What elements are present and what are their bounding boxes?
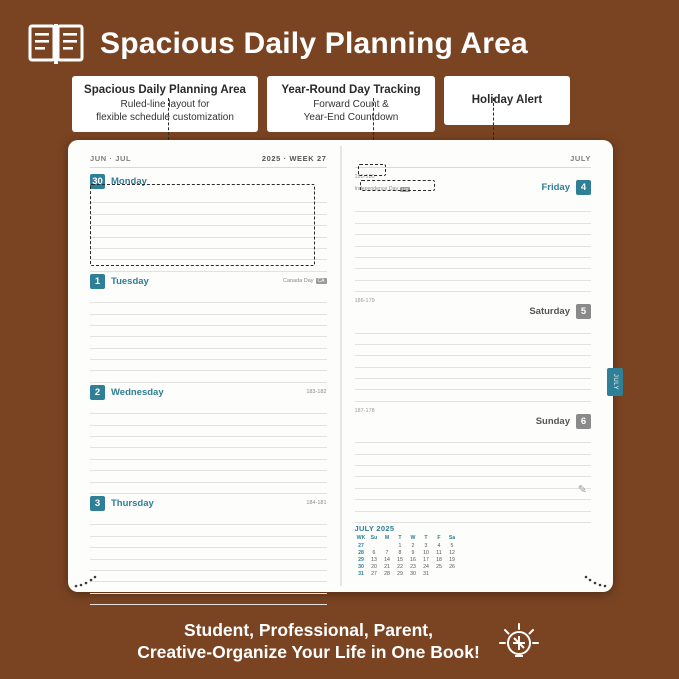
holiday-country-chip: US <box>402 186 409 192</box>
mini-calendar-weekday: Sa <box>448 535 456 542</box>
day-name: Wednesday <box>111 386 164 398</box>
day-count-range: 187-178 <box>354 407 375 414</box>
callout-year-round-tracking <box>267 76 435 132</box>
mini-calendar-weekday: T <box>398 535 402 542</box>
mini-calendar-week-row <box>355 556 459 563</box>
mini-calendar-day[interactable]: 18 <box>436 557 442 564</box>
mini-calendar-day[interactable] <box>381 542 394 549</box>
day-entry-monday[interactable] <box>90 174 327 272</box>
connector-line-3 <box>493 98 494 140</box>
callout-spacious-daily <box>72 76 258 132</box>
mini-calendar-day[interactable] <box>433 571 446 578</box>
mini-calendar-day[interactable]: 6 <box>372 549 376 556</box>
pen-icon: ✎ <box>577 484 587 496</box>
mini-calendar-day[interactable]: 8 <box>398 549 402 556</box>
day-count-range: 185-180 <box>354 174 375 180</box>
planner-right-page <box>341 140 619 592</box>
mini-calendar-day[interactable]: 23 <box>410 564 416 571</box>
callout-title: Year-Round Day Tracking <box>281 84 421 96</box>
mini-calendar-day[interactable]: 19 <box>449 557 455 564</box>
day-header <box>90 274 327 291</box>
day-header <box>90 385 327 402</box>
mini-calendar-day[interactable]: 15 <box>397 557 403 564</box>
day-header <box>355 304 592 321</box>
day-name: Monday <box>111 176 147 187</box>
mini-calendar-day[interactable]: 29 <box>397 571 403 578</box>
mini-calendar-day[interactable]: 11 <box>436 549 442 556</box>
planner-left-page <box>68 140 341 592</box>
connector-line-2 <box>373 98 374 140</box>
day-number: 5 <box>576 304 591 319</box>
right-page-header <box>355 154 592 168</box>
mini-calendar-weekday: Su <box>370 535 378 542</box>
header <box>0 0 679 66</box>
day-number: 30 <box>90 174 105 189</box>
day-count-range: 183-182 <box>306 388 327 395</box>
mini-calendar-day[interactable]: 21 <box>384 564 390 571</box>
day-header <box>90 174 327 191</box>
planner-spread <box>68 140 619 592</box>
month-edge-tab[interactable] <box>607 368 623 396</box>
mini-calendar-week-number: 30 <box>358 564 364 571</box>
mini-calendar-day[interactable]: 13 <box>371 557 377 564</box>
callout-row <box>0 66 679 132</box>
day-name: Friday <box>541 182 570 193</box>
month-label: JULY <box>570 154 591 163</box>
mini-calendar-day[interactable]: 28 <box>384 571 390 578</box>
week-label: 2025 · WEEK 27 <box>261 154 327 163</box>
mini-calendar-day[interactable]: 12 <box>449 549 455 556</box>
day-entry-friday[interactable] <box>355 174 592 292</box>
day-number: 6 <box>576 414 591 429</box>
ruled-lines[interactable] <box>90 403 327 494</box>
ruled-lines[interactable] <box>90 514 327 605</box>
mini-calendar[interactable] <box>355 524 475 578</box>
day-entry-thursday[interactable] <box>90 496 327 605</box>
day-header <box>355 414 592 431</box>
day-name: Saturday <box>529 306 570 318</box>
callout-title: Spacious Daily Planning Area <box>84 84 246 96</box>
month-edge-tab-label: JULY <box>612 373 619 391</box>
mini-calendar-body <box>355 542 459 578</box>
day-name: Thursday <box>111 497 154 509</box>
mini-calendar-week-number: 28 <box>358 549 364 556</box>
day-name: Tuesday <box>111 275 149 287</box>
holiday-country-chip: CA <box>317 277 325 284</box>
mini-calendar-week-row <box>355 564 459 571</box>
mini-calendar-day[interactable]: 1 <box>398 542 402 549</box>
day-entry-sunday[interactable] <box>355 408 592 523</box>
mini-calendar-week-number: 27 <box>358 542 364 549</box>
mini-calendar-header-row <box>355 535 459 542</box>
day-count-range: 186-179 <box>354 298 375 305</box>
mini-calendar-day[interactable]: 30 <box>410 571 416 578</box>
page-title: Spacious Daily Planning Area <box>100 27 528 60</box>
mini-calendar-day[interactable]: 25 <box>436 564 442 571</box>
mini-calendar-weekday: F <box>437 535 441 542</box>
mini-calendar-week-number: 29 <box>358 557 364 564</box>
callout-subtitle: Forward Count & Year-End Countdown <box>303 99 399 124</box>
left-page-header <box>90 154 327 168</box>
mini-calendar-day[interactable]: 24 <box>423 564 429 571</box>
day-header <box>90 496 327 513</box>
open-book-icon <box>28 22 84 66</box>
connector-line-1 <box>168 98 169 140</box>
day-entry-wednesday[interactable] <box>90 385 327 494</box>
ruled-lines[interactable] <box>90 292 327 383</box>
mini-calendar-day[interactable]: 7 <box>385 549 389 556</box>
mini-calendar-title: JULY 2025 <box>354 523 395 533</box>
day-count-range: 184-181 <box>306 499 327 506</box>
callout-subtitle: Ruled-line layout for flexible schedule customization <box>96 99 234 124</box>
mini-calendar-week-row <box>355 549 459 556</box>
day-name: Sunday <box>535 415 570 427</box>
ruled-lines[interactable] <box>90 192 327 272</box>
mini-calendar-table <box>355 535 459 578</box>
mini-calendar-day[interactable]: 3 <box>424 542 428 549</box>
callout-title: Holiday Alert <box>471 93 543 106</box>
mini-calendar-day[interactable]: 2 <box>411 542 415 549</box>
holiday-note: Canada Day CA <box>282 277 325 284</box>
day-entry-saturday[interactable] <box>355 298 592 402</box>
mini-calendar-week-row <box>355 571 459 578</box>
day-number: 2 <box>90 385 105 400</box>
footer-line-1: Student, Professional, Parent, <box>184 620 433 641</box>
mini-calendar-day[interactable]: 26 <box>449 564 455 571</box>
corner-dots-right <box>581 574 607 588</box>
corner-dots-left <box>74 574 100 588</box>
mini-calendar-day[interactable]: 17 <box>423 557 429 564</box>
mini-calendar-weekday: WK <box>356 535 366 542</box>
mini-calendar-day[interactable]: 14 <box>384 557 390 564</box>
day-entry-tuesday[interactable] <box>90 274 327 383</box>
day-number: 3 <box>90 496 105 511</box>
day-number: 1 <box>90 274 105 289</box>
footer-line-2: Creative-Organize Your Life in One Book! <box>137 642 480 662</box>
mini-calendar-day[interactable]: 22 <box>397 564 403 571</box>
ruled-lines[interactable] <box>355 201 592 292</box>
mini-calendar-day[interactable]: 10 <box>423 549 429 556</box>
planner-page <box>68 140 619 592</box>
mini-calendar-day[interactable] <box>446 571 459 578</box>
mini-calendar-day[interactable]: 4 <box>437 542 441 549</box>
mini-calendar-day[interactable] <box>368 542 381 549</box>
mini-calendar-week-number: 31 <box>358 571 364 578</box>
callout-holiday-alert <box>444 76 570 125</box>
mini-calendar-day[interactable]: 16 <box>410 557 416 564</box>
month-label: JUN · JUL <box>90 154 132 163</box>
mini-calendar-day[interactable]: 31 <box>423 571 429 578</box>
footer-text <box>137 620 480 664</box>
mini-calendar-day[interactable]: 5 <box>450 542 454 549</box>
footer <box>0 619 679 665</box>
holiday-note: Independence Day US <box>354 186 409 192</box>
mini-calendar-weekday: T <box>424 535 428 542</box>
lightbulb-pencil-icon <box>496 619 542 665</box>
mini-calendar-week-row <box>355 542 459 549</box>
mini-calendar-weekday: W <box>410 535 416 542</box>
mini-calendar-day[interactable]: 9 <box>411 549 415 556</box>
mini-calendar-day[interactable]: 20 <box>371 564 377 571</box>
ruled-lines[interactable] <box>355 322 592 402</box>
ruled-lines[interactable] <box>355 432 592 523</box>
mini-calendar-weekday: M <box>384 535 390 542</box>
mini-calendar-day[interactable]: 27 <box>371 571 377 578</box>
day-number: 4 <box>576 180 591 195</box>
